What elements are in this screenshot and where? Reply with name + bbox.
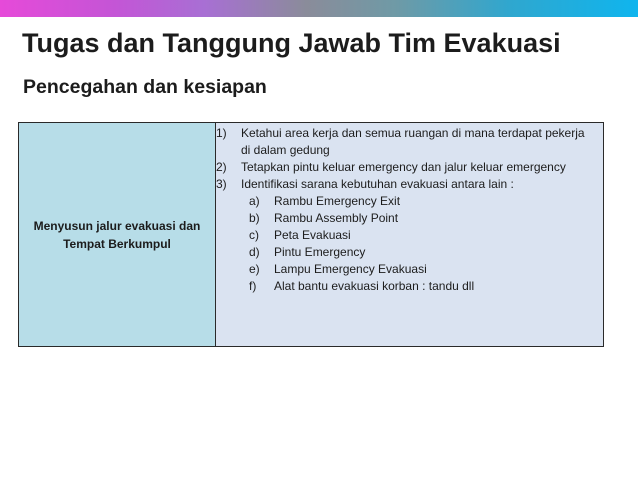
sub-item-text: Peta Evakuasi: [274, 228, 351, 242]
sub-item-letter: d): [249, 245, 260, 259]
list-item-text: Ketahui area kerja dan semua ruangan di mana terdapat pekerja di dalam gedung: [241, 126, 585, 157]
sub-item-letter: b): [249, 211, 260, 225]
list-item-number: 1): [216, 126, 227, 140]
sub-list-item: [216, 244, 597, 261]
sub-list-item: [216, 210, 597, 227]
list-item: [216, 176, 597, 193]
header-gradient-bar: [0, 0, 638, 17]
sub-item-text: Rambu Emergency Exit: [274, 194, 401, 208]
details-cell: [216, 123, 603, 346]
content-table: [18, 122, 604, 347]
list-item-text: Identifikasi sarana kebutuhan evakuasi antara lain :: [241, 177, 514, 191]
sub-item-letter: e): [249, 262, 260, 276]
sub-item-text: Pintu Emergency: [274, 245, 366, 259]
sub-list-item: [216, 227, 597, 244]
list-item-number: 2): [216, 160, 227, 174]
sub-item-letter: c): [249, 228, 259, 242]
sub-item-text: Lampu Emergency Evakuasi: [274, 262, 427, 276]
list-item-number: 3): [216, 177, 227, 191]
page-title: Tugas dan Tanggung Jawab Tim Evakuasi: [22, 28, 561, 58]
sub-list-item: [216, 261, 597, 278]
list-item-text: Tetapkan pintu keluar emergency dan jalur keluar emergency: [241, 160, 566, 174]
sub-list-item: [216, 193, 597, 210]
sub-item-text: Rambu Assembly Point: [274, 211, 399, 225]
sub-item-letter: a): [249, 194, 260, 208]
sub-item-text: Alat bantu evakuasi korban : tandu dll: [274, 279, 475, 293]
sub-list-item: [216, 278, 597, 295]
task-cell: Menyusun jalur evakuasi dan Tempat Berkumpul: [19, 123, 216, 346]
sub-item-letter: f): [249, 279, 257, 293]
list-item: [216, 125, 597, 159]
page-subtitle: Pencegahan dan kesiapan: [23, 76, 267, 98]
list-item: [216, 159, 597, 176]
